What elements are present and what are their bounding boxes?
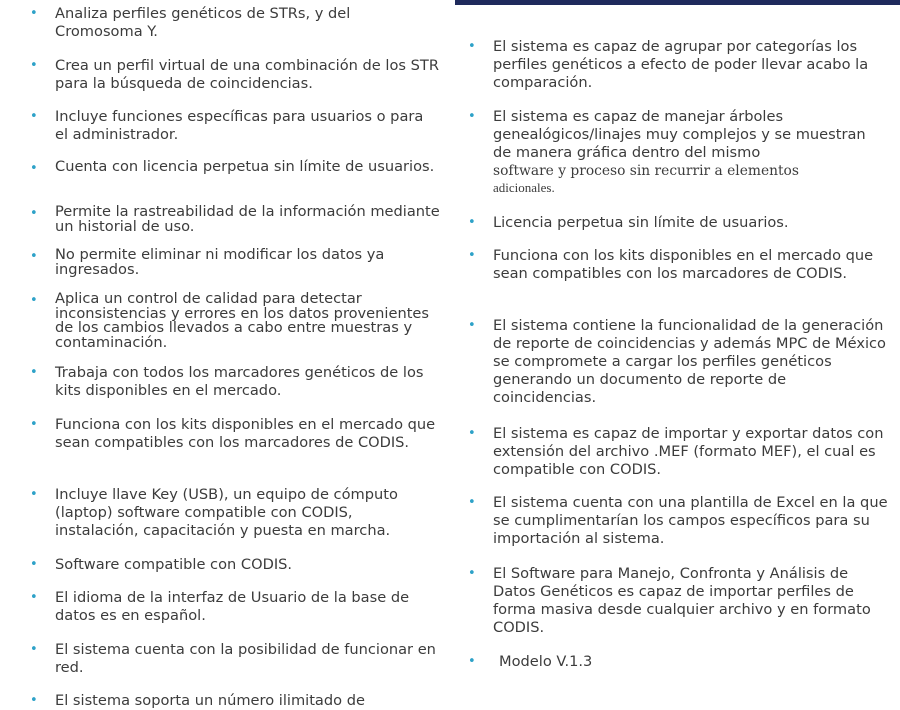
bullet-icon: • xyxy=(30,293,38,308)
list-item-text: El sistema cuenta con una plantilla de Excel en la que se cumplimentarían los campos específicos para su importación al sistema. xyxy=(493,494,888,547)
list-item xyxy=(468,214,888,232)
list-item-text: Analiza perfiles genéticos de STRs, y del Cromosoma Y. xyxy=(55,5,351,40)
bullet-icon: • xyxy=(30,417,38,432)
list-item-text: El sistema es capaz de importar y exportar datos con extensión del archivo .MEF (formato MEF), el cual es compatible con CODIS. xyxy=(493,425,884,478)
list-item-text: El Software para Manejo, Confronta y Análisis de Datos Genéticos es capaz de importar perfiles de forma masiva desde cualquier archivo y en formato CODIS. xyxy=(493,565,871,636)
bullet-icon: • xyxy=(30,206,38,221)
bullet-icon: • xyxy=(30,693,38,708)
list-item xyxy=(30,57,440,93)
bullet-icon: • xyxy=(30,109,38,124)
list-item-text: Permite la rastreabilidad de la información mediante un historial de uso. xyxy=(55,203,440,235)
bullet-icon: • xyxy=(30,161,38,176)
bullet-icon: • xyxy=(30,642,38,657)
list-item xyxy=(30,641,440,677)
list-item xyxy=(468,317,888,407)
list-item-text: Aplica un control de calidad para detectar inconsistencias y errores en los datos provenientes de los cambios llevados a cabo entre muestras y contaminación. xyxy=(55,290,429,351)
bullet-icon: • xyxy=(468,39,476,54)
bullet-icon: • xyxy=(468,426,476,441)
list-item xyxy=(30,364,440,400)
list-item xyxy=(468,108,888,196)
bullet-icon: • xyxy=(468,654,476,669)
bullet-icon: • xyxy=(30,557,38,572)
list-item-text: No permite eliminar ni modificar los datos ya ingresados. xyxy=(55,246,385,278)
list-item-text: Trabaja con todos los marcadores genéticos de los kits disponibles en el mercado. xyxy=(55,364,424,399)
header-band xyxy=(455,0,900,5)
list-item-text-part: El sistema es capaz de manejar árboles genealógicos/linajes muy complejos y se muestran de manera gráfica dentro del mismo xyxy=(493,108,866,161)
list-item-text: El sistema contiene la funcionalidad de la generación de reporte de coincidencias y además MPC de México se compromete a cargar los perfiles genéticos generando un documento de reporte de coincidencias. xyxy=(493,317,886,406)
bullet-icon: • xyxy=(30,365,38,380)
bullet-icon: • xyxy=(468,109,476,124)
list-item xyxy=(30,160,440,175)
list-item-text: Cuenta con licencia perpetua sin límite de usuarios. xyxy=(55,158,435,175)
list-item xyxy=(30,292,440,350)
bullet-icon: • xyxy=(30,590,38,605)
list-item xyxy=(468,247,888,283)
list-item-text: Software compatible con CODIS. xyxy=(55,556,293,573)
list-item xyxy=(30,556,440,574)
list-item xyxy=(468,494,888,548)
list-item-text: Funciona con los kits disponibles en el mercado que sean compatibles con los marcadores de CODIS. xyxy=(55,416,436,451)
bullet-icon: • xyxy=(30,6,38,21)
list-item-text: Funciona con los kits disponibles en el mercado que sean compatibles con los marcadores de CODIS. xyxy=(493,247,874,282)
list-item xyxy=(468,38,888,92)
bullet-icon: • xyxy=(30,249,38,264)
list-item xyxy=(30,205,440,234)
list-item-text: Crea un perfil virtual de una combinación de los STR para la búsqueda de coincidencias. xyxy=(55,57,439,92)
list-item-text: El sistema soporta un número ilimitado de xyxy=(55,692,365,709)
list-item-text: Modelo V.1.3 xyxy=(499,653,593,670)
list-item xyxy=(30,692,440,710)
list-item xyxy=(30,5,440,41)
bullet-icon: • xyxy=(30,487,38,502)
list-item xyxy=(468,653,888,671)
bullet-icon: • xyxy=(30,58,38,73)
list-item-text: Incluye llave Key (USB), un equipo de cómputo (laptop) software compatible con CODIS, instalación, capacitación y puesta en marcha. xyxy=(55,486,398,539)
list-item xyxy=(468,425,888,479)
bullet-icon: • xyxy=(468,495,476,510)
list-item xyxy=(30,589,440,625)
list-item xyxy=(30,248,440,277)
list-item xyxy=(30,486,440,540)
list-item xyxy=(30,416,440,452)
list-item xyxy=(468,565,888,637)
bullet-icon: • xyxy=(468,318,476,333)
bullet-icon: • xyxy=(468,248,476,263)
list-item-text: El idioma de la interfaz de Usuario de la base de datos es en español. xyxy=(55,589,410,624)
list-item-text: Incluye funciones específicas para usuarios o para el administrador. xyxy=(55,108,424,143)
list-item-text xyxy=(493,108,888,196)
bullet-icon: • xyxy=(468,215,476,230)
list-item-text: Licencia perpetua sin límite de usuarios. xyxy=(493,214,789,231)
list-item-text-part: adicionales. xyxy=(493,180,555,195)
bullet-icon: • xyxy=(468,566,476,581)
list-item-text-part: software y proceso sin recurrir a elementos xyxy=(493,163,799,179)
list-item xyxy=(30,108,440,144)
list-item-text: El sistema es capaz de agrupar por categorías los perfiles genéticos a efecto de poder llevar acabo la comparación. xyxy=(493,38,869,91)
list-item-text: El sistema cuenta con la posibilidad de funcionar en red. xyxy=(55,641,436,676)
